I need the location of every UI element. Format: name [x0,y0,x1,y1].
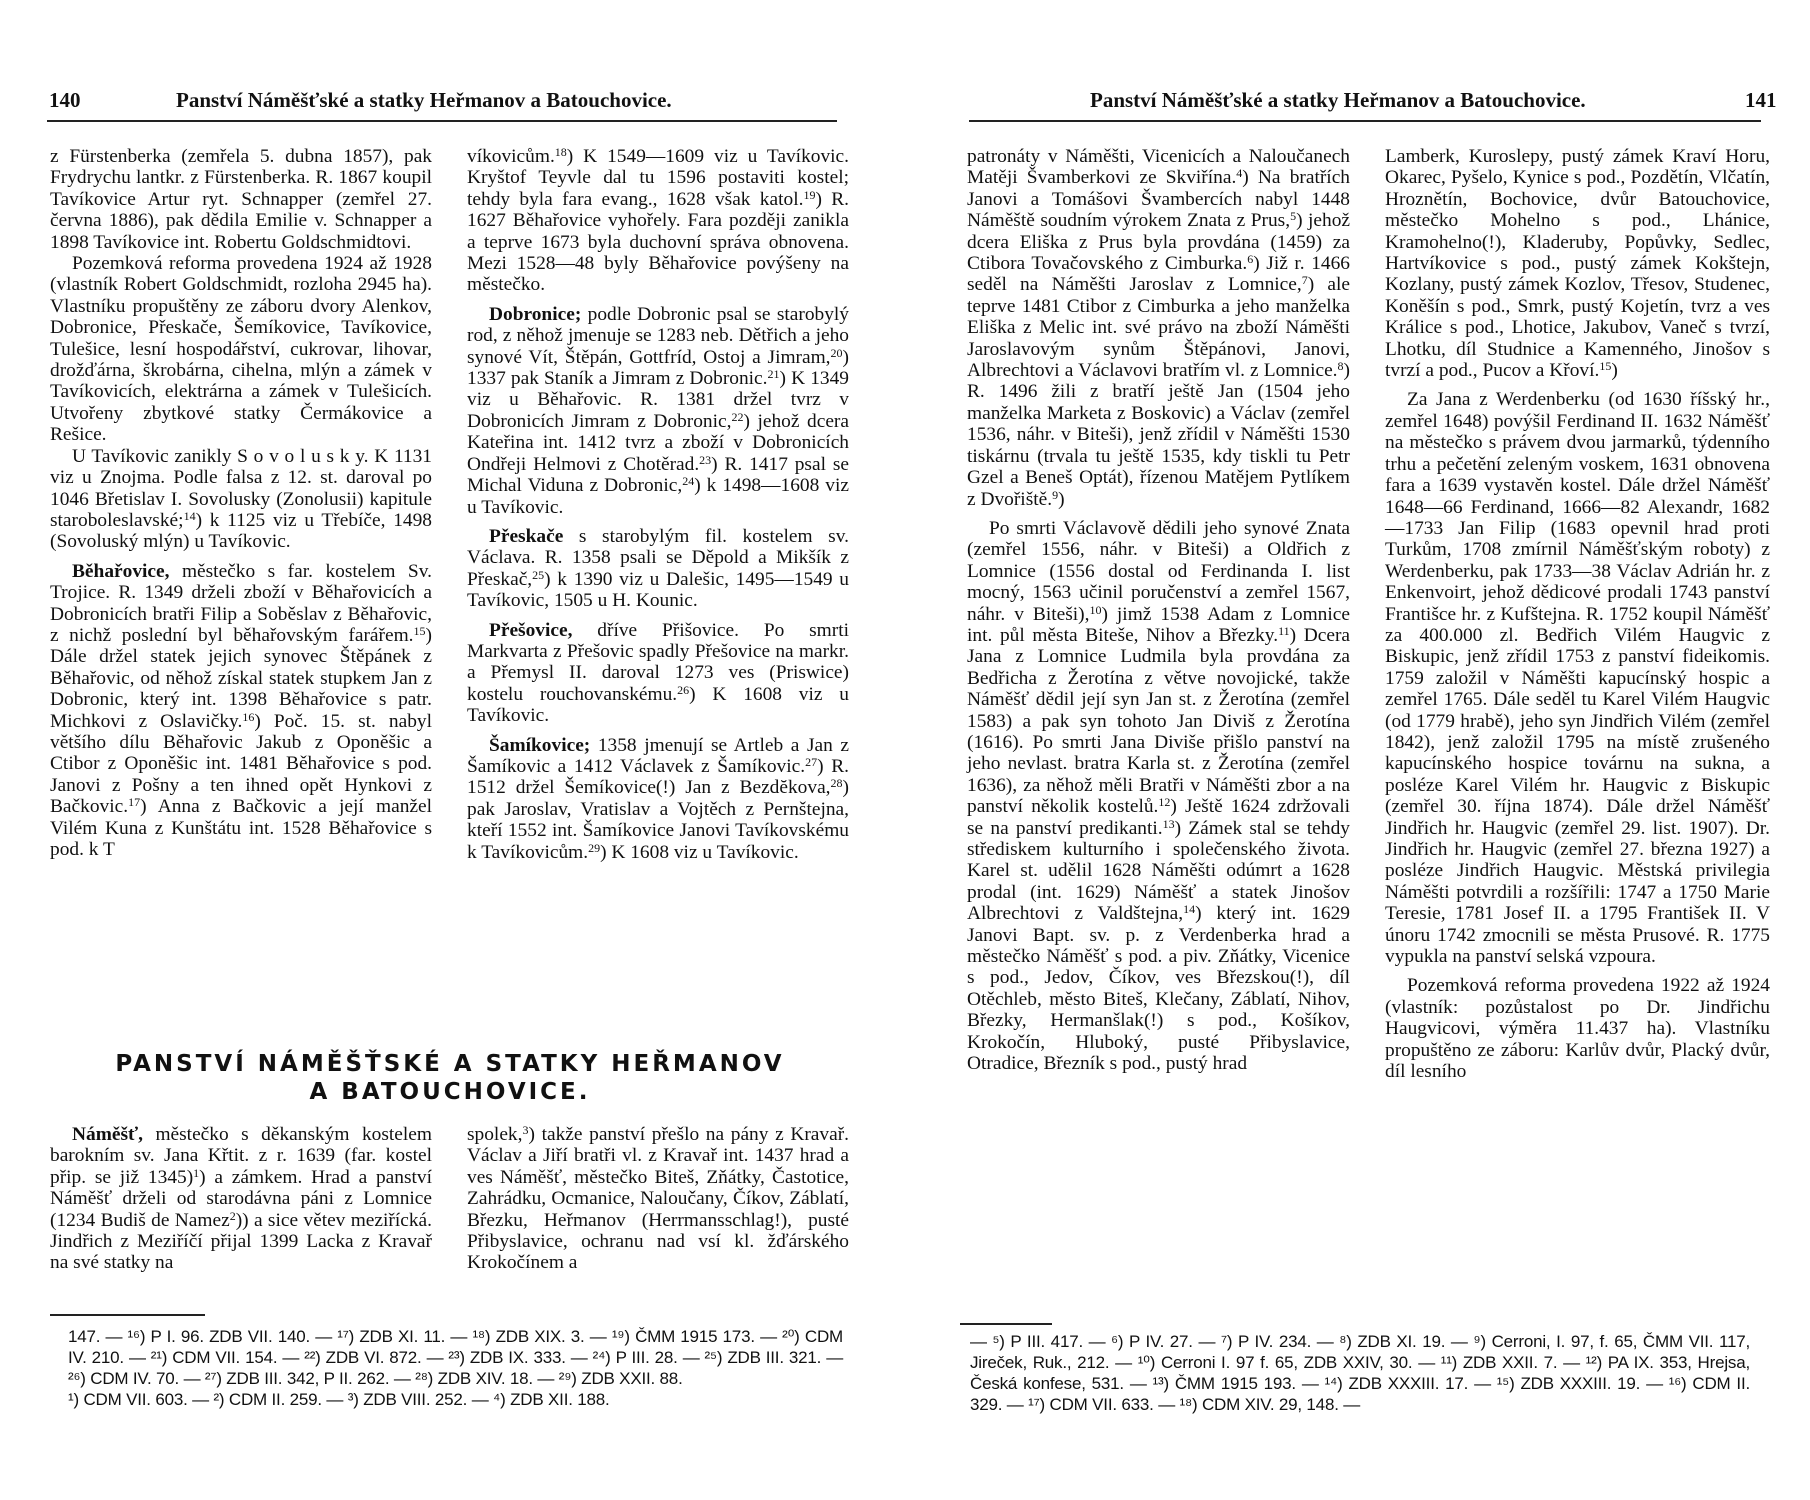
footnote-ref: 13 [1162,816,1175,831]
text-column [50,146,432,860]
entry-heading: Přešovice, [489,619,573,641]
text-column [967,146,1350,1074]
header-rule [969,120,1761,122]
right-page [955,0,1810,1500]
footnote-ref: 11 [1278,623,1290,638]
footnote-ref: 29 [588,840,601,855]
text-column [467,1124,849,1274]
footnote-ref: 23 [699,452,712,467]
footnote-block: — ⁵) P III. 417. — ⁶) P IV. 27. — ⁷) P IV. 234. — ⁸) ZDB XI. 19. — ⁹) Cerroni, I. 97, f. 65, ČMM VII. 117, Jireček, Ruk., 212. — ¹⁰) Cerroni I. 97 f. 65, ZDB XXIV, 30. — ¹¹) ZDB XXII. 7. — ¹²) PA IX. 353, Hrejsa, Česká konfese, 531. — ¹³) ČMM 1915 193. — ¹⁴) ZDB XXXIII. 17. — ¹⁵) ZDB XXXIII. 19. — ¹⁶) CDM II. 329. — ¹⁷) CDM VII. 633. — ¹⁸) CDM XIV. 29, 148. — [970,1332,1750,1414]
paragraph: Pozemková reforma provedena 1922 až 1924 (vlastník: pozůstalost po Dr. Jindřichu Haugvicovi, výměra 11.437 ha). Vlastníku propuštěno ze záboru: Karlův dvůr, Placký dvůr, díl lesního [1385,975,1770,1083]
footnote-ref: 10 [1089,602,1102,617]
paragraph: Šamíkovice; 1358 jmenují se Artleb a Jan z Šamíkovic a 1412 Václavek z Šamíkovic.$^{27}$) R. 1512 držel Šemíkovice(!) Jan z Bezdĕkova,$^{28}$) pak Jaroslav, Vratislav a Vojtěch z Pernštejna, kteří 1552 int. Šamíkovice Janovi Tavíkovskému k Tavíkovicům.$^{29}$) K 1608 viz u Tavíkovic. [467,734,849,863]
footnote-rule [960,1323,1052,1325]
entry-heading: Běhařovice, [72,560,170,582]
footnote-ref: 8 [1337,359,1344,374]
page-number: 140 [49,88,81,112]
paragraph: Přeskače s starobylým fil. kostelem sv. Václava. R. 1358 psali se Děpold a Mikšík z Přeskač,$^{25}$) k 1390 viz u Dalešic, 1495—1549 u Tavíkovic, 1505 u H. Kounic. [467,525,849,612]
footnote-block: ¹) CDM VII. 603. — ²) CDM II. 259. — ³) ZDB VIII. 252. — ⁴) ZDB XII. 188. [68,1390,610,1409]
footnote-rule [50,1314,205,1316]
paragraph: víkovicům.$^{18}$) K 1549—1609 viz u Tavíkovic. Kryštof Teyvle dal tu 1596 postaviti kostel; tehdy byla fara evang., 1628 však katol.$^{19}$) R. 1627 Běhařovice vyhořely. Fara později zanikla a teprve 1673 byla duchovní správa obnovena. Mezi 1528—48 byly Běhařovice povýšeny na městečko. [467,145,849,296]
text-column [1385,146,1770,1082]
footnote-ref: 7 [1301,273,1308,288]
footnote-ref: 22 [731,409,744,424]
running-head: Panství Náměšťské a statky Heřmanov a Batouchovice. [1090,88,1586,112]
footnote-ref: 14 [1183,902,1196,917]
text-column [50,1124,432,1274]
entry-heading: Dobronice; [489,303,582,325]
footnote-ref: 15 [413,623,426,638]
footnote-ref: 6 [1247,252,1254,267]
footnote-ref: 1 [193,1165,200,1180]
entry-heading: Přeskače [489,525,564,547]
entry-heading: Náměšť, [72,1124,143,1145]
paragraph: z Fürstenberka (zemřela 5. dubna 1857), pak Frydrychu lantkr. z Fürstenberka. R. 1867 koupil Tavíkovice Artur ryt. Schnapper (zemřel 27. června 1886), pak dědila Emilie v. Schnapper a 1898 Tavíkovice int. Robertu Goldschmidtovi. [50,146,432,253]
paragraph: Pozemková reforma provedena 1924 až 1928 (vlastník Robert Goldschmidt, rozloha 2945 ha). Vlastníku propuštěny ze záboru dvory Alenkov, Dobronice, Přeskače, Šemíkovice, Tavíkovice, Tulešice, lesní hospodářství, cukrovar, lihovar, drožďárna, škrobárna, cihelna, mlýn a zámek v Tavíkovicích, elektrárna a zámek v Tulešicích. Utvořeny zbytkové statky Čermákovice a Rešice. [50,253,432,446]
paragraph: Za Jana z Werdenberku (od 1630 říšský hr., zemřel 1648) povýšil Ferdinand II. 1632 Náměšť na městečko s právem dvou jarmarků, týdenního trhu a pečetění zeleným voskem, 1631 obnovena fara a 1639 vystavěn kostel. Dále držel Náměšť 1648—66 Ferdinand, 1666—82 Alexandr, 1682—1733 Jan Filip (1683 opevnil hrad proti Turkům, 1708 zmírnil Náměšťským roboty) z Werdenberku, pak 1733—38 Václav Adrián hr. z Enkenvoirt, jehož dědicové prodali 1743 panství Františce hr. z Kufštejna. R. 1752 koupil Náměšť za 400.000 zl. Bedřich Vilém Haugvic z Biskupic, jenž zřídil 1753 z panství fideikomis. 1759 založil v Náměšti kapucínský hospic a zemřel 1765. Dále seděl tu Karel Vilém Haugvic (od 1779 hrabě), jeho syn Jindřich Vilém (zemřel 1842), jenž založil 1795 na místě zrušeného kapucínského hospice továrnu na sukna, a posléze Karel Vilém hr. Haugvic z Biskupic (zemřel 30. října 1874). Dále držel Náměšť Jindřich hr. Haugvic (zemřel 29. list. 1907). Dr. Jindřich hr. Haugvic (zemřel 27. března 1927) a posléze Jindřich Haugvic. Městská privilegia Náměšti potvrdili a rozšířili: 1747 a 1750 Marie Teresie, 1781 Josef II. a 1795 František II. V únoru 1742 zmocnili se města Prusové. R. 1775 vypukla na panství selská vzpoura. [1385,389,1770,968]
header-rule [47,120,837,122]
paragraph: U Tavíkovic zanikly S o v o l u s k y. K 1131 viz u Znojma. Podle falsa z 12. st. daroval po 1046 Břetislav I. Sovolusky (Zonolusii) kapitule staroboleslavské;$^{14}$) k 1125 viz u Třebíče, 1498 (Sovoluský mlýn) u Tavíkovic. [50,445,432,553]
footnote-ref: 14 [183,508,196,523]
footnote-ref: 9 [1052,487,1059,502]
footnote-ref: 16 [242,709,255,724]
section-title-line: PANSTVÍ NÁMĚŠŤSKÉ A STATKY HEŘMANOV [115,1051,785,1077]
text-column [467,146,849,863]
footnote-ref: 17 [128,795,141,810]
footnote-ref: 2 [229,1208,236,1223]
section-title-line: A BATOUCHOVICE. [309,1079,591,1105]
paragraph: patronáty v Náměšti, Vicenicích a Naloučanech Matěji Švamberkovi ze Skviřína.$^4$) Na bratřích Janovi a Tomášovi Švambercích nabyl 1448 Náměště soudním výrokem Znata z Prus,$^5$) jehož dcera Eliška z Prus byla provdána (1459) za Ctibora Tovačovského z Cimburka.$^6$) Již r. 1466 seděl na Náměšti Jaroslav z Lomnice,$^7$) ale teprve 1481 Ctibor z Cimburka a jeho manželka Eliška z Melic int. své právo na zboží Náměšti Jaroslavovým synům Štěpánovi, Janovi, Albrechtovi a Václavovi bratřím vl. z Lomnice.$^8$) R. 1496 žili z bratří ještě Jan (1504 jeho manželka Marketa z Boskovic) a Václav (zemřel 1536, náhr. v Biteši), jenž zřídil v Náměšti 1530 tiskárnu (trvala tu ještě 1535, kdy tiskli tu Petr Gzel a Beneš Optát), řízenou Matějem Pytlíkem z Dvořiště.$^9$) [967,146,1351,510]
footnote-ref: 26 [677,682,690,697]
footnote-ref: 15 [1599,359,1612,374]
footnotes [68,1326,843,1410]
paragraph: Přešovice, dříve Přišovice. Po smrti Markvarta z Přešovic spadly Přešovice na markr. a Přemysl II. daroval 1273 ves (Priswice) kostelu rouchovanskému.$^{26}$) K 1608 viz u Tavíkovic. [467,619,849,727]
footnote-ref: 27 [805,754,818,769]
footnote-ref: 4 [1236,166,1243,181]
paragraph: Náměšť, městečko s děkanským kostelem barokním sv. Jana Křtit. z r. 1639 (far. kostel přip. se již 1345)$^1$) a zámkem. Hrad a panství Náměšť drželi od starodávna páni z Lomnice (1234 Budiš de Namez$^2$)) a sice větev meziřícká. Jindřich z Meziříčí přijal 1399 Lacka z Kravař na své statky na [50,1124,432,1274]
left-page [0,0,880,1500]
footnote-ref: 20 [830,345,843,360]
paragraph: Běhařovice, městečko s far. kostelem Sv. Trojice. R. 1349 drželi zboží v Běhařovicích a Dobronicích bratři Filip a Soběslav z Běhařovic, z nichž poslední byl běhařovským farářem.$^{15}$) Dále držel statek jejich synovec Štěpánek z Běhařovic, od něhož získal statek stupkem Jan z Dobronic, který int. 1398 Běhařovice s patr. Michkovi z Oslavičky.$^{16}$) Poč. 15. st. nabyl většího dílu Běhařovic Jakub z Oponěšic a Ctibor z Oponěšic int. 1481 Běhařovice s pod. Janovi z Pošny a ten ihned opět Hynkovi z Bačkovic.$^{17}$) Anna z Bačkovic a její manžel Vilém Kuna z Kunštátu int. 1528 Běhařovice s pod. k T [50,560,432,860]
footnote-block: 147. — ¹⁶) P I. 96. ZDB VII. 140. — ¹⁷) ZDB XI. 11. — ¹⁸) ZDB XIX. 3. — ¹⁹) ČMM 1915 173. — ²⁰) CDM IV. 210. — ²¹) CDM VII. 154. — ²²) ZDB VI. 872. — ²³) ZDB IX. 333. — ²⁴) P III. 28. — ²⁵) ZDB III. 321. — ²⁶) CDM IV. 70. — ²⁷) ZDB III. 342, P II. 262. — ²⁸) ZDB XIV. 18. — ²⁹) ZDB XXII. 88. [68,1327,843,1388]
paragraph: Dobronice; podle Dobronic psal se starobylý rod, z něhož jmenuje se 1283 neb. Dětřich a jeho synové Vít, Štěpán, Gottfríd, Ostoj a Jimram,$^{20}$) 1337 pak Staník a Jimram z Dobronic.$^{21}$) K 1349 viz u Běhařovic. R. 1381 držel tvrz v Dobronicích Jimram z Dobronic,$^{22}$) jehož dcera Kateřina int. 1412 tvrz a zboží v Dobronicích Ondřeji Helmovi z Chotěrad.$^{23}$) R. 1417 psal se Michal Viduna z Dobronic,$^{24}$) k 1498—1608 viz u Tavíkovic. [467,303,849,518]
paragraph: spolek,$^3$) takže panství přešlo na pány z Kravař. Václav a Jiří bratři vl. z Kravař int. 1437 hrad a ves Náměšť, městečko Biteš, Zňátky, Častotice, Zahrádku, Ocmanice, Naloučany, Číkov, Záblatí, Březku, Heřmanov (Herrmansschlag!), pusté Přibyslavice, ochranu nad vsí kl. žďárského Krokočínem a [467,1123,849,1274]
footnote-ref: 18 [554,145,567,159]
footnote-ref: 3 [522,1123,529,1137]
paragraph: Lamberk, Kuroslepy, pustý zámek Kraví Horu, Okarec, Pyšelo, Kynice s pod., Pozdětín, Vlčatín, Hroznětín, Bochovice, dvůr Batouchovice, městečko Mohelno s pod., Lhánice, Kramohelno(!), Kladeruby, Popůvky, Sedlec, Hartvíkovice s pod., pustý zámek Kokštejn, Kozlany, pustý zámek Kozlov, Třesov, Studenec, Koněšín s pod., Smrk, pustý Kojetín, tvrz a ves Králice s pod., Lhotice, Jakubov, Vaneč s tvrzí, Lhotku, díl Studnice a Kamenného, Jinošov s tvrzí a pod., Pucov a Křoví.$^{15}$) [1385,146,1770,382]
footnote-ref: 25 [532,567,545,582]
footnote-ref: 24 [682,474,695,489]
footnote-ref: 19 [803,187,816,202]
footnote-ref: 12 [1158,795,1171,810]
section-title [50,1050,850,1106]
running-head: Panství Náměšťské a statky Heřmanov a Batouchovice. [176,88,672,112]
paragraph: Po smrti Václavově dědili jeho synové Znata (zemřel 1556, náhr. v Biteši) a Oldřich z Lomnice (1556 dostal od Ferdinanda I. list mocný, 1563 učinil poručenství a zemřel 1567, náhr. v Biteši),$^{10}$) jimž 1538 Adam z Lomnice int. půl města Biteše, Nihov a Březky.$^{11}$) Dcera Jana z Lomnice Ludmila byla provdána za Bedřicha z Žerotína z větve novojické, takže Náměšť dědil její syn Jan st. z Žerotína (zemřel 1583) a pak syn tohoto Jan Diviš z Žerotína (1616). Po smrti Jana Diviše přišlo panství na jeho nevlast. bratra Karla st. z Žerotína (zemřel 1636), za něhož měli Bratři v Náměšti zbor a na panství několik kostelů.$^{12}$) Ještě 1624 zdržovali se na panství predikanti.$^{13}$) Zámek stal se tehdy střediskem kulturního i společenského života. Karel st. udělil 1628 Náměšti odúmrt a 1628 prodal (int. 1629) Náměšť a statek Jinošov Albrechtovi z Valdštejna,$^{14}$) který int. 1629 Janovi Bapt. sv. p. z Verdenberka hrad a městečko Náměšť s pod. a piv. Zňátky, Vicenice s pod., Jedov, Číkov, ves Březskou(!), díl Otěchleb, město Biteš, Klečany, Záblatí, Nihov, Březky, Hermanšlak(!) s pod., Košíkov, Krokočín, Hluboký, pusté Přibyslavice, Otradice, Březník s pod., pustý hrad [967,517,1351,1075]
footnote-ref: 21 [767,367,780,382]
footnote-ref: 28 [830,776,843,791]
entry-heading: Šamíkovice; [489,734,591,756]
footnote-ref: 5 [1290,209,1297,224]
footnotes [970,1331,1750,1415]
page-number: 141 [1745,88,1777,112]
